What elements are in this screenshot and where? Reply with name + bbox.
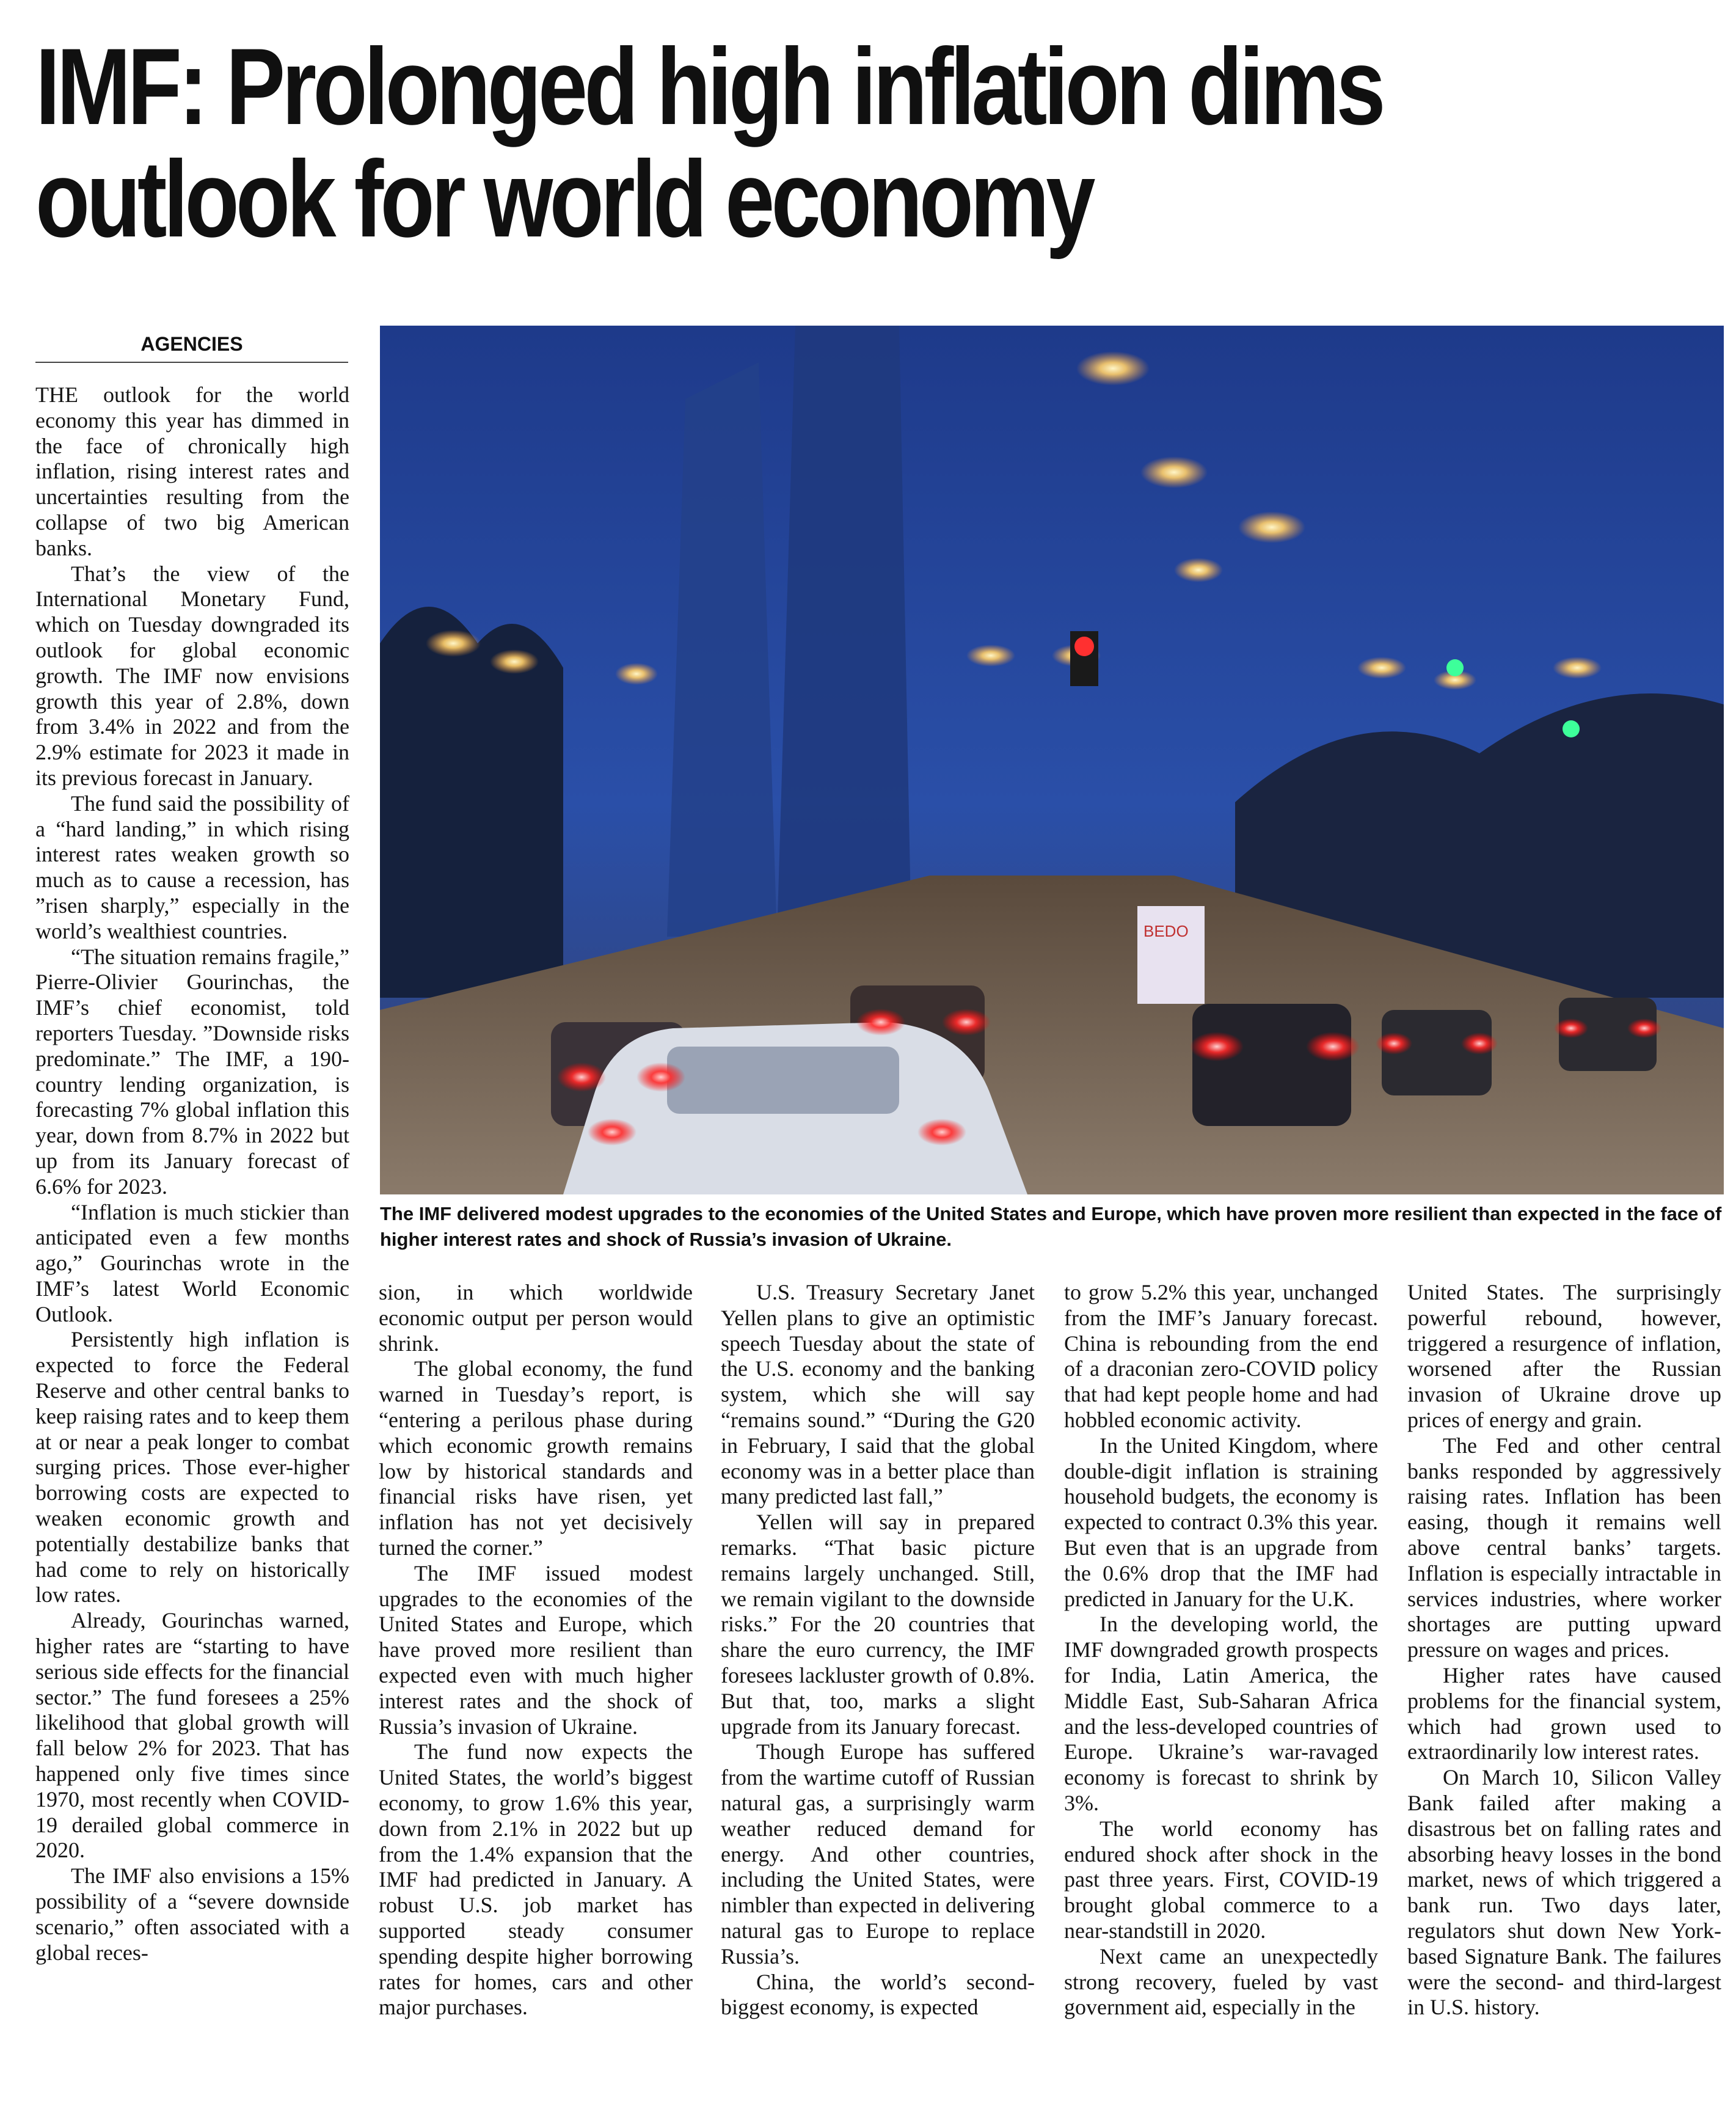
article-column-2 bbox=[379, 1280, 693, 2020]
paragraph: Higher rates have caused problems for the financial system, which had grown used to extraordinarily low interest rates. bbox=[1407, 1662, 1721, 1764]
paragraph: On March 10, Silicon Valley Bank failed after making a disastrous bet on falling rates and absorbing heavy losses in the bond market, news of which triggered a bank run. Two days later, regulators shut down New York-based Signature Bank. The failures were the second- and third-largest in U.S. history. bbox=[1407, 1765, 1721, 2020]
paragraph: sion, in which worldwide economic output per person would shrink. bbox=[379, 1280, 693, 1356]
paragraph: U.S. Treasury Secretary Janet Yellen plans to give an optimistic speech Tuesday about the state of the U.S. economy and the banking system, which she will say “remains sound.” “During the G20 in February, I said that the global economy was in a better place than many predicted last fall,” bbox=[721, 1280, 1035, 1509]
paragraph: “Inflation is much stickier than anticipated even a few months ago,” Gourinchas wrote in the IMF’s latest World Economic Outlook. bbox=[35, 1199, 349, 1326]
paragraph: The global economy, the fund warned in Tuesday’s report, is “entering a perilous phase during which economic growth remains low by historical standards and financial risks have risen, yet inflation has not yet decisively turned the corner.” bbox=[379, 1356, 693, 1560]
paragraph: The IMF issued modest upgrades to the economies of the United States and Europe, which have proved more resilient than expected even with much higher interest rates and the shock of Russia’s invasion of Ukraine. bbox=[379, 1560, 693, 1739]
byline: AGENCIES bbox=[35, 333, 348, 363]
city-street-dusk-image bbox=[380, 326, 1724, 1194]
paragraph: The IMF also envisions a 15% possibility of a “severe downside scenario,” often associated with a global reces- bbox=[35, 1863, 349, 1965]
paragraph: to grow 5.2% this year, unchanged from the IMF’s January forecast. China is rebounding from the end of a draconian zero-COVID policy that had kept people home and had hobbled economic activity. bbox=[1064, 1280, 1378, 1432]
article-column-4 bbox=[1064, 1280, 1378, 2020]
paragraph: China, the world’s second-biggest economy, is expected bbox=[721, 1969, 1035, 2020]
paragraph: The fund now expects the United States, the world’s biggest economy, to grow 1.6% this year, down from 2.1% in 2022 but up from the 1.4% expansion that the IMF had predicted in January. A robust U.S. job market has supported steady consumer spending despite higher borrowing rates for homes, cars and other major purchases. bbox=[379, 1739, 693, 2020]
paragraph: Next came an unexpectedly strong recovery, fueled by vast government aid, especially in the bbox=[1064, 1943, 1378, 2020]
news-photo bbox=[380, 326, 1724, 1194]
article-column-5 bbox=[1407, 1280, 1721, 2020]
paragraph: The world economy has endured shock after shock in the past three years. First, COVID-19 brought global commerce to a near-standstill in 2020. bbox=[1064, 1816, 1378, 1943]
paragraph: THE outlook for the world economy this year has dimmed in the face of chronically high inflation, rising interest rates and uncertainties resulting from the collapse of two big American banks. bbox=[35, 382, 349, 560]
article-column-1 bbox=[35, 382, 349, 1965]
paragraph: In the United Kingdom, where double-digit inflation is straining household budgets, the economy is expected to contract 0.3% this year. But even that is an upgrade from the 0.6% drop that the IMF had predicted in January for the U.K. bbox=[1064, 1433, 1378, 1611]
paragraph: “The situation remains fragile,” Pierre-Olivier Gourinchas, the IMF’s chief economist, told reporters Tuesday. ”Downside risks predominate.” The IMF, a 190-country lending organization, is forecasting 7% global inflation this year, down from 8.7% in 2022 but up from its January forecast of 6.6% for 2023. bbox=[35, 944, 349, 1199]
paragraph: Yellen will say in prepared remarks. “That basic picture remains largely unchanged. Still, we remain vigilant to the downside risks.” For the 20 countries that share the euro currency, the IMF foresees lackluster growth of 0.8%. But that, too, marks a slight upgrade from its January forecast. bbox=[721, 1510, 1035, 1739]
paragraph: Persistently high inflation is expected to force the Federal Reserve and other central banks to keep raising rates and to keep them at or near a peak longer to combat surging prices. Those ever-higher borrowing costs are expected to weaken economic growth and potentially destabilize banks that had come to rely on historically low rates. bbox=[35, 1327, 349, 1607]
headline-line-1: IMF: Prolonged high inflation dims bbox=[35, 26, 1382, 147]
paragraph: The Fed and other central banks responded by aggressively raising rates. Inflation has been easing, though it remains well above central banks’ targets. Inflation is especially intractable in services industries, where worker shortages are putting upward pressure on wages and prices. bbox=[1407, 1433, 1721, 1662]
paragraph: Already, Gourinchas warned, higher rates are “starting to have serious side effects for the financial sector.” The fund foresees a 25% likelihood that global growth will fall below 2% for 2023. That has happened only five times since 1970, most recently when COVID-19 derailed global commerce in 2020. bbox=[35, 1608, 349, 1863]
paragraph: Though Europe has suffered from the wartime cutoff of Russian natural gas, a surprisingly warm weather reduced demand for energy. And other countries, including the United States, were nimbler than expected in delivering natural gas to Europe to replace Russia’s. bbox=[721, 1739, 1035, 1969]
article-column-3 bbox=[721, 1280, 1035, 2020]
paragraph: That’s the view of the International Monetary Fund, which on Tuesday downgraded its outlook for global economic growth. The IMF now envisions growth this year of 2.8%, down from 3.4% in 2022 and from the 2.9% estimate for 2023 it made in its previous forecast in January. bbox=[35, 561, 349, 790]
headline-line-2: outlook for world economy bbox=[35, 138, 1092, 260]
photo-sign-text: BEDO bbox=[1143, 922, 1189, 940]
paragraph: The fund said the possibility of a “hard landing,” in which rising interest rates weaken growth so much as to cause a recession, has ”risen sharply,” especially in the world’s wealthiest countries. bbox=[35, 791, 349, 943]
paragraph: United States. The surprisingly powerful rebound, however, triggered a resurgence of inflation, worsened after the Russian invasion of Ukraine drove up prices of energy and grain. bbox=[1407, 1280, 1721, 1432]
paragraph: In the developing world, the IMF downgraded growth prospects for India, Latin America, the Middle East, Sub-Saharan Africa and the less-developed countries of Europe. Ukraine’s war-ravaged economy is forecast to shrink by 3%. bbox=[1064, 1612, 1378, 1815]
headline bbox=[35, 26, 1418, 260]
photo-caption: The IMF delivered modest upgrades to the economies of the United States and Europe, which have proven more resilient than expected in the face of higher interest rates and shock of Russia’s invasion of Ukraine. bbox=[380, 1203, 1722, 1250]
